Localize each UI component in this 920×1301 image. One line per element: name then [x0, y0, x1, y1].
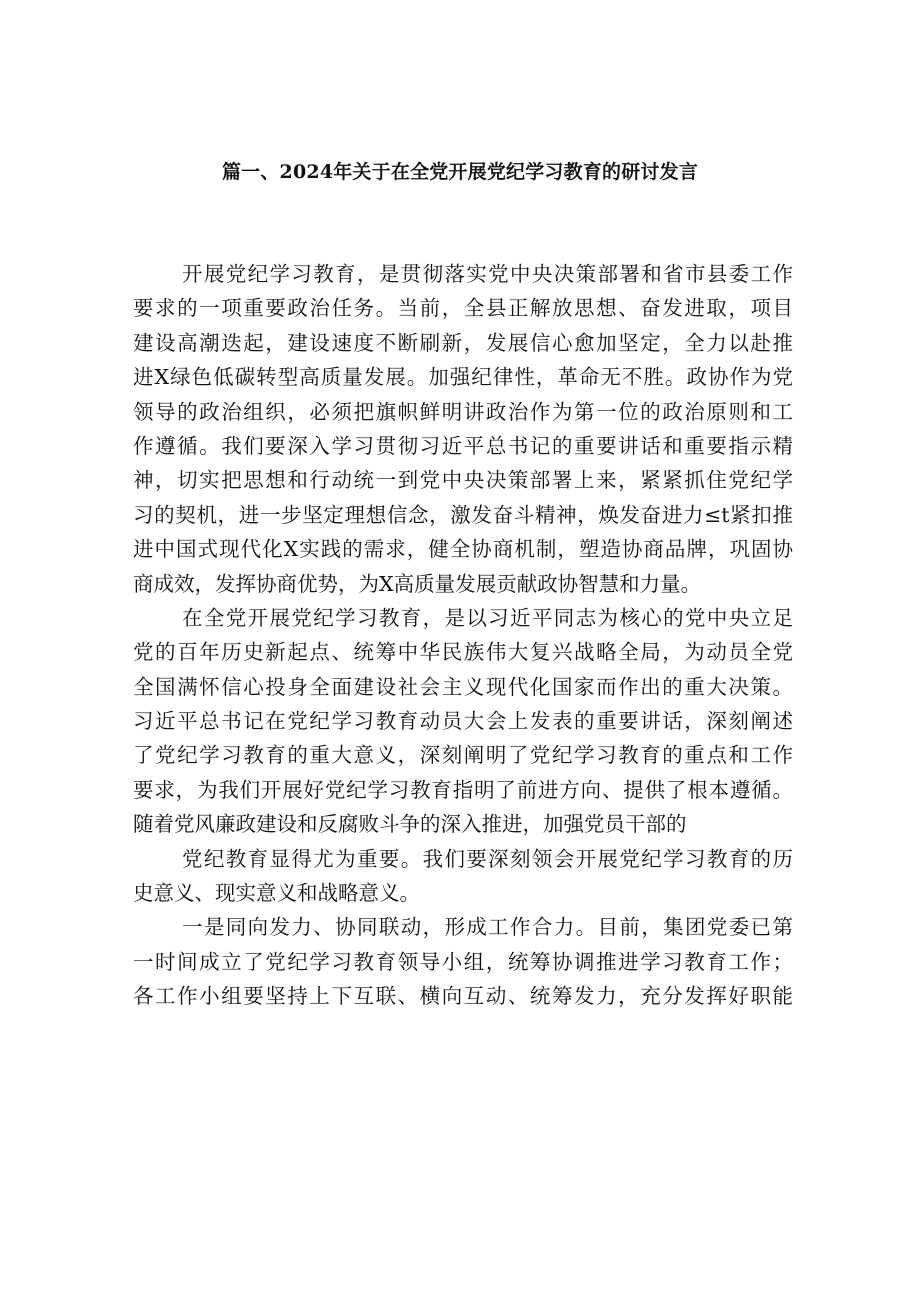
document-body: [133, 257, 793, 1014]
text-line: 进中国式现代化X实践的需求，健全协商机制，塑造协商品牌，巩固协: [133, 537, 793, 562]
text-line: 要求的一项重要政治任务。当前，全县正解放思想、奋发进取，项目: [133, 296, 793, 321]
text-line: 党纪教育显得尤为重要。我们要深刻领会开展党纪学习教育的历: [182, 846, 793, 871]
text-line: 随着党风廉政建设和反腐败斗争的深入推进，加强党员干部的: [133, 812, 687, 837]
text-line: 要求，为我们开展好党纪学习教育指明了前进方向、提供了根本遵循。: [133, 777, 793, 802]
text-line: 了党纪学习教育的重大意义，深刻阐明了党纪学习教育的重点和工作: [133, 743, 793, 768]
text-line: 开展党纪学习教育，是贯彻落实党中央决策部署和省市县委工作: [182, 262, 793, 286]
text-line: 进X绿色低碳转型高质量发展。加强纪律性，革命无不胜。政协作为党: [133, 365, 793, 390]
text-line: 神，切实把思想和行动统一到党中央决策部署上来，紧紧抓住党纪学: [133, 468, 793, 493]
text-line: 领导的政治组织，必须把旗帜鲜明讲政治作为第一位的政治原则和工: [133, 399, 793, 424]
text-line: 习近平总书记在党纪学习教育动员大会上发表的重要讲话，深刻阐述: [133, 709, 793, 734]
text-line: 商成效，发挥协商优势，为X高质量发展贡献政协智慧和力量。: [133, 571, 702, 596]
text-line: 一时间成立了党纪学习教育领导小组，统筹协调推进学习教育工作；: [133, 949, 793, 974]
text-line: 习的契机，进一步坚定理想信念，激发奋斗精神，焕发奋进力≤t紧扣推: [133, 502, 793, 527]
document-title: 篇一、2024年关于在全党开展党纪学习教育的研讨发言: [221, 161, 699, 183]
text-line: 全国满怀信心投身全面建设社会主义现代化国家而作出的重大决策。: [133, 674, 793, 699]
text-line: 在全党开展党纪学习教育，是以习近平同志为核心的党中央立足: [182, 605, 793, 630]
text-line: 一是同向发力、协同联动，形成工作合力。目前，集团党委已第: [182, 915, 793, 940]
text-line: 作遵循。我们要深入学习贯彻习近平总书记的重要讲话和重要指示精: [133, 433, 793, 458]
text-line: 史意义、现实意义和战略意义。: [133, 881, 420, 906]
text-line: 党的百年历史新起点、统筹中华民族伟大复兴战略全局，为动员全党: [133, 640, 793, 665]
text-line: 各工作小组要坚持上下互联、横向互动、统筹发力，充分发挥好职能: [133, 984, 793, 1009]
text-line: 建设高潮迭起，建设速度不断刷新，发展信心愈加坚定，全力以赴推: [133, 330, 793, 355]
